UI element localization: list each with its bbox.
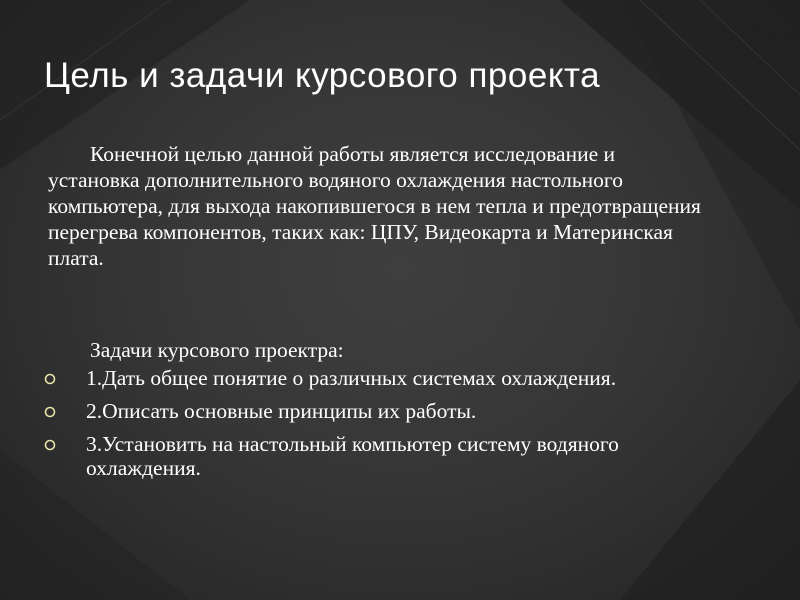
list-item — [44, 399, 684, 423]
tasks-list — [44, 366, 684, 489]
task-text: 1.Дать общее понятие о различных системах охлаждения. — [86, 366, 617, 390]
task-text: 2.Описать основные принципы их работы. — [86, 399, 477, 423]
goal-paragraph: Конечной целью данной работы является исследование и установка дополнительного водяного охлаждения настольного компьютера, для выхода накопившегося в нем тепла и предотвращения перегрева компонентов, таких как: ЦПУ, Видеокарта и Материнская плата. — [48, 142, 701, 270]
circle-outline-bullet-icon — [44, 406, 56, 418]
list-item — [44, 432, 684, 480]
tasks-heading: Задачи курсового проектра: — [90, 338, 344, 362]
circle-outline-bullet-icon — [44, 373, 56, 385]
task-text: 3.Установить на настольный компьютер систему водяного охлаждения. — [86, 432, 619, 480]
slide-title: Цель и задачи курсового проекта — [44, 56, 601, 95]
circle-outline-bullet-icon — [44, 439, 56, 451]
list-item — [44, 366, 684, 390]
